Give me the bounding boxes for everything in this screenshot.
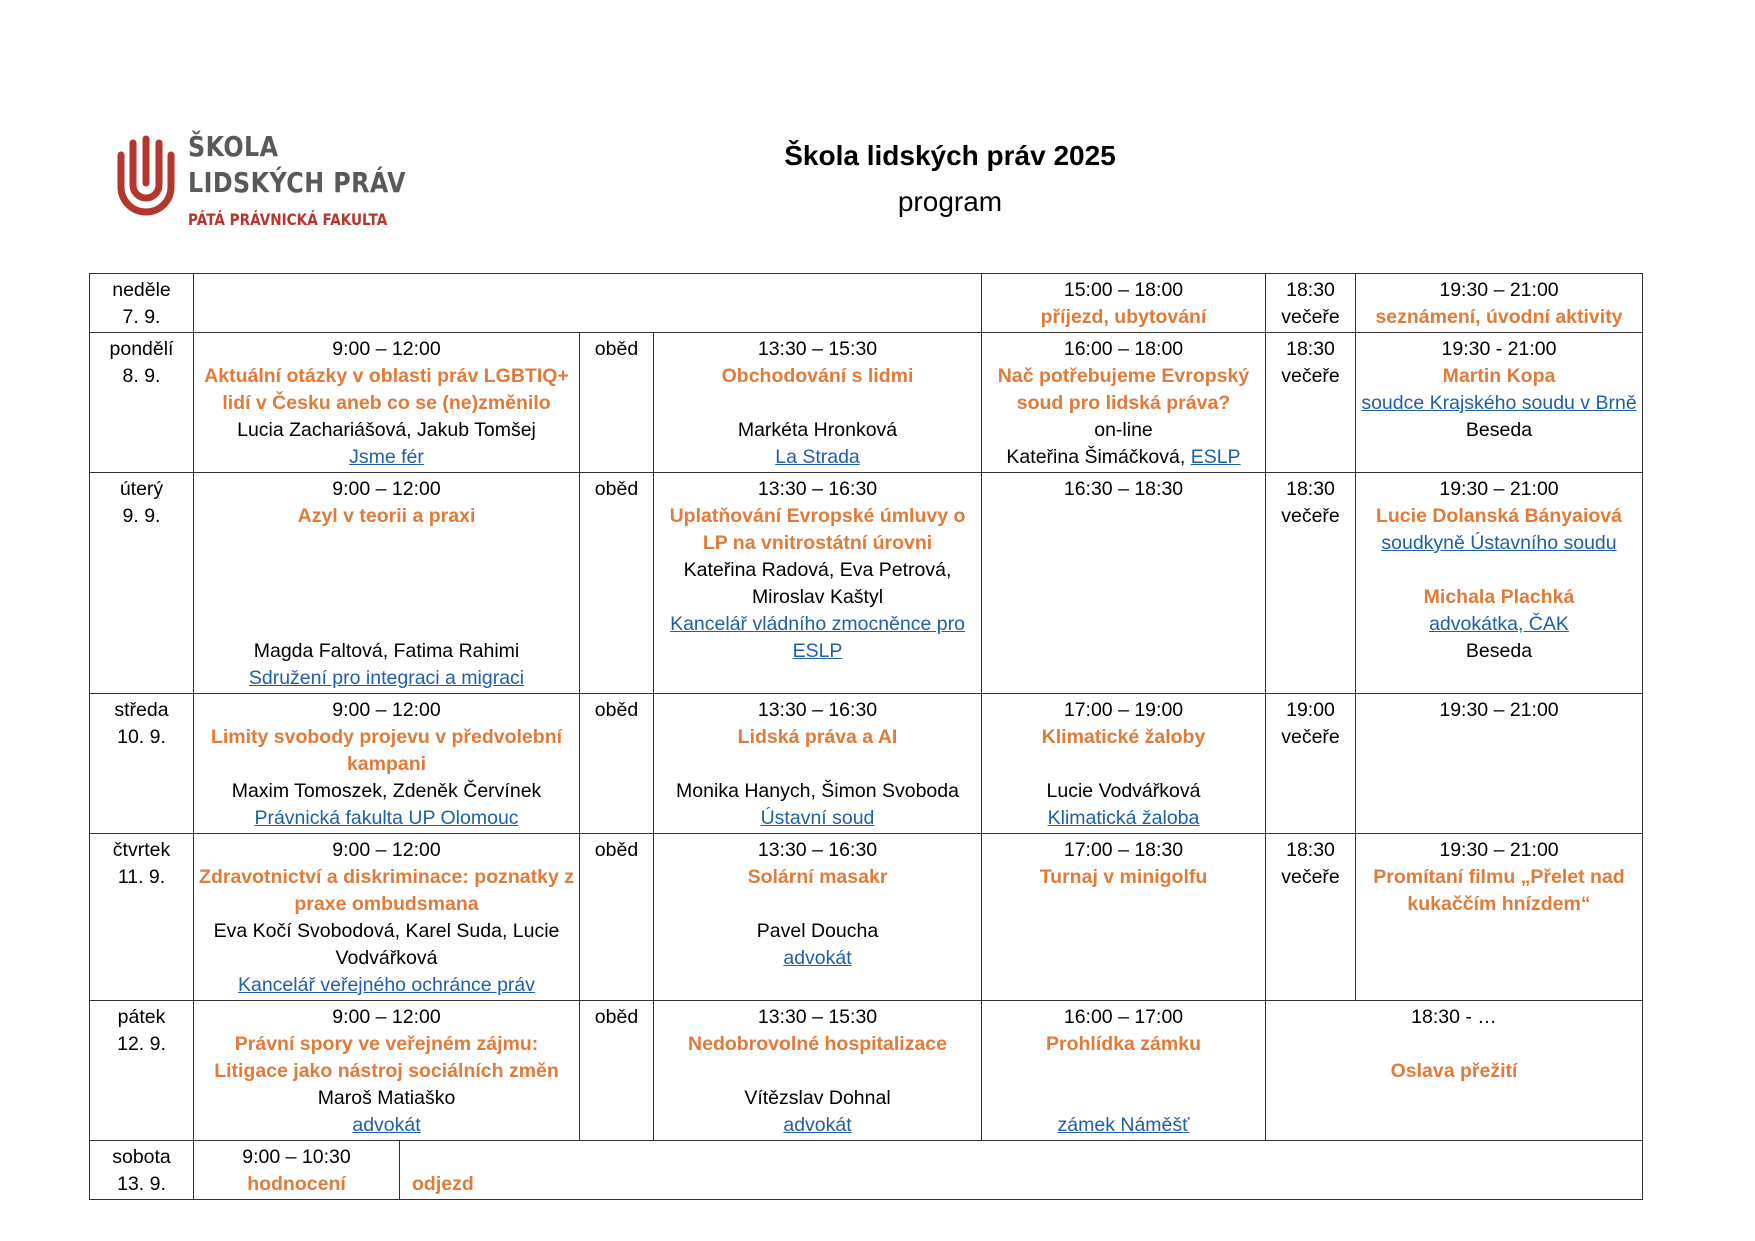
speaker-role-link-2[interactable]: advokátka, ČAK	[1429, 613, 1569, 635]
session-time: 15:00 – 18:00	[1063, 279, 1184, 301]
session-title: Limity svobody projevu v předvolební kampani	[210, 726, 563, 775]
session-title: Klimatické žaloby	[1041, 726, 1206, 748]
dinner-cell	[1266, 694, 1356, 834]
dinner-cell	[1266, 333, 1356, 473]
page-subtitle: program	[897, 186, 1003, 217]
hand-icon	[115, 135, 177, 227]
session-time: 9:00 – 12:00	[332, 839, 441, 861]
schedule-row-wednesday	[90, 694, 1643, 834]
evening-time: 19:30 - 21:00	[1441, 338, 1557, 360]
day-name: neděle	[112, 279, 171, 301]
session-speakers: Markéta Hronková	[737, 419, 898, 441]
dinner-time: 18:30	[1286, 279, 1335, 301]
schedule-row-saturday	[90, 1141, 1643, 1200]
evening-cell	[1356, 694, 1643, 834]
morning-session	[194, 473, 580, 694]
schedule-row-monday	[90, 333, 1643, 473]
evening-title-2: Michala Plachká	[1423, 586, 1575, 608]
dinner-label: večeře	[1281, 505, 1340, 527]
evening-time: 19:30 – 21:00	[1439, 279, 1559, 301]
session-time: 9:00 – 12:00	[332, 699, 441, 721]
org-link[interactable]: zámek Náměšť	[1057, 1114, 1190, 1136]
dinner-label: večeře	[1281, 726, 1340, 748]
session-time: 13:30 – 16:30	[757, 699, 878, 721]
session-title: Azyl v teorii a praxi	[297, 505, 476, 527]
dinner-label: večeře	[1281, 866, 1340, 888]
logo-line-3: PÁTÁ PRÁVNICKÁ FAKULTA	[188, 210, 388, 229]
dinner-cell	[1266, 473, 1356, 694]
session-time: 9:00 – 12:00	[332, 338, 441, 360]
day-cell	[90, 834, 194, 1001]
session-speakers: Maxim Tomoszek, Zdeněk Červínek	[231, 780, 542, 802]
session-title: Nedobrovolné hospitalizace	[688, 1033, 947, 1055]
session-title: hodnocení	[247, 1173, 346, 1195]
schedule-table	[89, 273, 1643, 1200]
departure-cell	[400, 1141, 1643, 1200]
schedule-row-thursday	[90, 834, 1643, 1001]
lunch-cell: oběd	[580, 1001, 654, 1141]
session-speakers: Monika Hanych, Šimon Svoboda	[676, 780, 959, 802]
session-speakers: Pavel Doucha	[756, 920, 879, 942]
day-name: sobota	[112, 1146, 171, 1168]
session-title: Solární masakr	[747, 866, 888, 888]
day-cell	[90, 694, 194, 834]
session-time: 16:00 – 17:00	[1063, 1006, 1184, 1028]
day-name: pátek	[117, 1006, 166, 1028]
morning-session	[194, 333, 580, 473]
session-time: 13:30 – 15:30	[757, 338, 878, 360]
afternoon-session	[654, 1001, 982, 1141]
evening-cell	[1356, 473, 1643, 694]
dinner-cell	[1266, 834, 1356, 1001]
session-time: 16:30 – 18:30	[1063, 478, 1184, 500]
session-time: 9:00 – 12:00	[332, 1006, 441, 1028]
dinner-time: 19:00	[1286, 699, 1335, 721]
late-afternoon-session	[982, 1001, 1266, 1141]
schedule-row-tuesday	[90, 473, 1643, 694]
evening-title: Lucie Dolanská Bányaiová	[1375, 505, 1623, 527]
dinner-label: večeře	[1281, 365, 1340, 387]
day-name: úterý	[119, 478, 164, 500]
session-title: Prohlídka zámku	[1046, 1033, 1201, 1055]
session-title: Nač potřebujeme Evropský soud pro lidská práva?	[997, 365, 1250, 414]
afternoon-session	[654, 333, 982, 473]
org-link[interactable]: Právnická fakulta UP Olomouc	[254, 807, 519, 829]
schedule-row-friday	[90, 1001, 1643, 1141]
session-time: 9:00 – 12:00	[332, 478, 441, 500]
dinner-label: večeře	[1281, 306, 1340, 328]
session-speakers: Maroš Matiaško	[317, 1087, 456, 1109]
day-cell	[90, 333, 194, 473]
day-cell	[90, 274, 194, 333]
lunch-cell: oběd	[580, 333, 654, 473]
org-link[interactable]: Kancelář veřejného ochránce práv	[237, 974, 535, 996]
day-date: 13. 9.	[117, 1173, 166, 1195]
morning-session	[194, 1141, 400, 1200]
day-name: pondělí	[109, 338, 174, 360]
evening-cell	[1356, 274, 1643, 333]
page-title: Škola lidských práv 2025	[784, 140, 1116, 171]
evening-title: Martin Kopa	[1442, 365, 1556, 387]
session-title: Obchodování s lidmi	[721, 365, 914, 387]
session-title: příjezd, ubytování	[1040, 306, 1207, 328]
afternoon-session	[654, 473, 982, 694]
session-title: Aktuální otázky v oblasti práv LGBTIQ+ lidí v Česku aneb co se (ne)změnilo	[204, 365, 569, 414]
org-link[interactable]: Ústavní soud	[760, 807, 875, 829]
morning-session	[194, 834, 580, 1001]
evening-cell	[1356, 333, 1643, 473]
session-time: 9:00 – 10:30	[242, 1146, 351, 1168]
lunch-cell: oběd	[580, 834, 654, 1001]
speaker-role-link[interactable]: soudce Krajského soudu v Brně	[1361, 392, 1637, 414]
morning-session	[194, 1001, 580, 1141]
day-date: 12. 9.	[117, 1033, 166, 1055]
session-time: 13:30 – 16:30	[757, 478, 878, 500]
logo	[115, 130, 406, 236]
org-link[interactable]: Jsme fér	[349, 446, 424, 468]
session-speakers: Eva Kočí Svobodová, Karel Suda, Lucie Vodvářková	[213, 920, 560, 969]
evening-time: 19:30 – 21:00	[1439, 699, 1559, 721]
day-name: čtvrtek	[112, 839, 171, 861]
late-afternoon-session	[982, 333, 1266, 473]
session-time: 16:00 – 18:00	[1063, 338, 1184, 360]
evening-title: Oslava přežití	[1390, 1060, 1518, 1082]
session-speakers: Vítězslav Dohnal	[744, 1087, 891, 1109]
day-date: 11. 9.	[117, 866, 166, 888]
morning-session	[194, 694, 580, 834]
evening-note: Beseda	[1465, 419, 1533, 441]
empty-cell	[194, 274, 982, 333]
session-time: 13:30 – 15:30	[757, 1006, 878, 1028]
session-title: Právní spory ve veřejném zájmu: Litigace jako nástroj sociálních změn	[214, 1033, 559, 1082]
day-date: 8. 9.	[122, 365, 161, 387]
evening-title: seznámení, úvodní aktivity	[1375, 306, 1623, 328]
session-title: Turnaj v minigolfu	[1039, 866, 1208, 888]
dinner-time: 18:30	[1286, 839, 1335, 861]
org-link[interactable]: advokát	[352, 1114, 421, 1136]
session-speakers: Lucie Vodvářková	[1046, 780, 1201, 802]
logo-line-2: LIDSKÝCH PRÁV	[188, 166, 406, 199]
session-speakers: Magda Faltová, Fatima Rahimi	[253, 640, 520, 662]
lunch-cell: oběd	[580, 694, 654, 834]
session-cell	[982, 274, 1266, 333]
session-time: 13:30 – 16:30	[757, 839, 878, 861]
day-name: středa	[114, 699, 169, 721]
day-date: 9. 9.	[122, 505, 161, 527]
org-link[interactable]: ESLP	[1190, 446, 1241, 468]
session-speakers: Lucia Zachariášová, Jakub Tomšej	[237, 419, 536, 441]
evening-title: Promítaní filmu „Přelet nad kukaččím hnízdem“	[1373, 866, 1625, 915]
session-speakers: Kateřina Šimáčková,	[1006, 446, 1191, 468]
org-link[interactable]: advokát	[783, 1114, 852, 1136]
session-speakers: Kateřina Radová, Eva Petrová, Miroslav Kaštyl	[683, 559, 952, 608]
dinner-time: 18:30	[1286, 338, 1335, 360]
afternoon-session	[654, 694, 982, 834]
session-title: Uplatňování Evropské úmluvy o LP na vnitrostátní úrovni	[669, 505, 966, 554]
speaker-role-link[interactable]: soudkyně Ústavního soudu	[1381, 532, 1617, 554]
afternoon-session	[654, 834, 982, 1001]
schedule-row-sunday	[90, 274, 1643, 333]
evening-cell	[1266, 1001, 1643, 1141]
session-time: 17:00 – 18:30	[1063, 839, 1184, 861]
session-title: Zdravotnictví a diskriminace: poznatky z praxe ombudsmana	[199, 866, 574, 915]
late-afternoon-session	[982, 694, 1266, 834]
late-afternoon-session	[982, 473, 1266, 694]
org-link[interactable]: Klimatická žaloba	[1047, 807, 1200, 829]
dinner-time: 18:30	[1286, 478, 1335, 500]
evening-time: 19:30 – 21:00	[1439, 478, 1559, 500]
day-date: 10. 9.	[117, 726, 166, 748]
dinner-cell	[1266, 274, 1356, 333]
late-afternoon-session	[982, 834, 1266, 1001]
departure-label: odjezd	[412, 1173, 474, 1195]
session-title: Lidská práva a AI	[737, 726, 898, 748]
org-link[interactable]: Sdružení pro integraci a migraci	[248, 667, 525, 689]
day-date: 7. 9.	[122, 306, 161, 328]
evening-time: 19:30 – 21:00	[1439, 839, 1559, 861]
org-link[interactable]: Kancelář vládního zmocněnce pro ESLP	[670, 613, 965, 662]
session-time: 17:00 – 19:00	[1063, 699, 1184, 721]
day-cell	[90, 1141, 194, 1200]
org-link[interactable]: advokát	[783, 947, 852, 969]
session-note: on-line	[1094, 419, 1153, 441]
logo-line-1: ŠKOLA	[188, 130, 279, 163]
day-cell	[90, 1001, 194, 1141]
day-cell	[90, 473, 194, 694]
evening-note: Beseda	[1465, 640, 1533, 662]
lunch-cell: oběd	[580, 473, 654, 694]
evening-time: 18:30 - …	[1411, 1006, 1497, 1028]
evening-cell	[1356, 834, 1643, 1001]
org-link[interactable]: La Strada	[775, 446, 860, 468]
